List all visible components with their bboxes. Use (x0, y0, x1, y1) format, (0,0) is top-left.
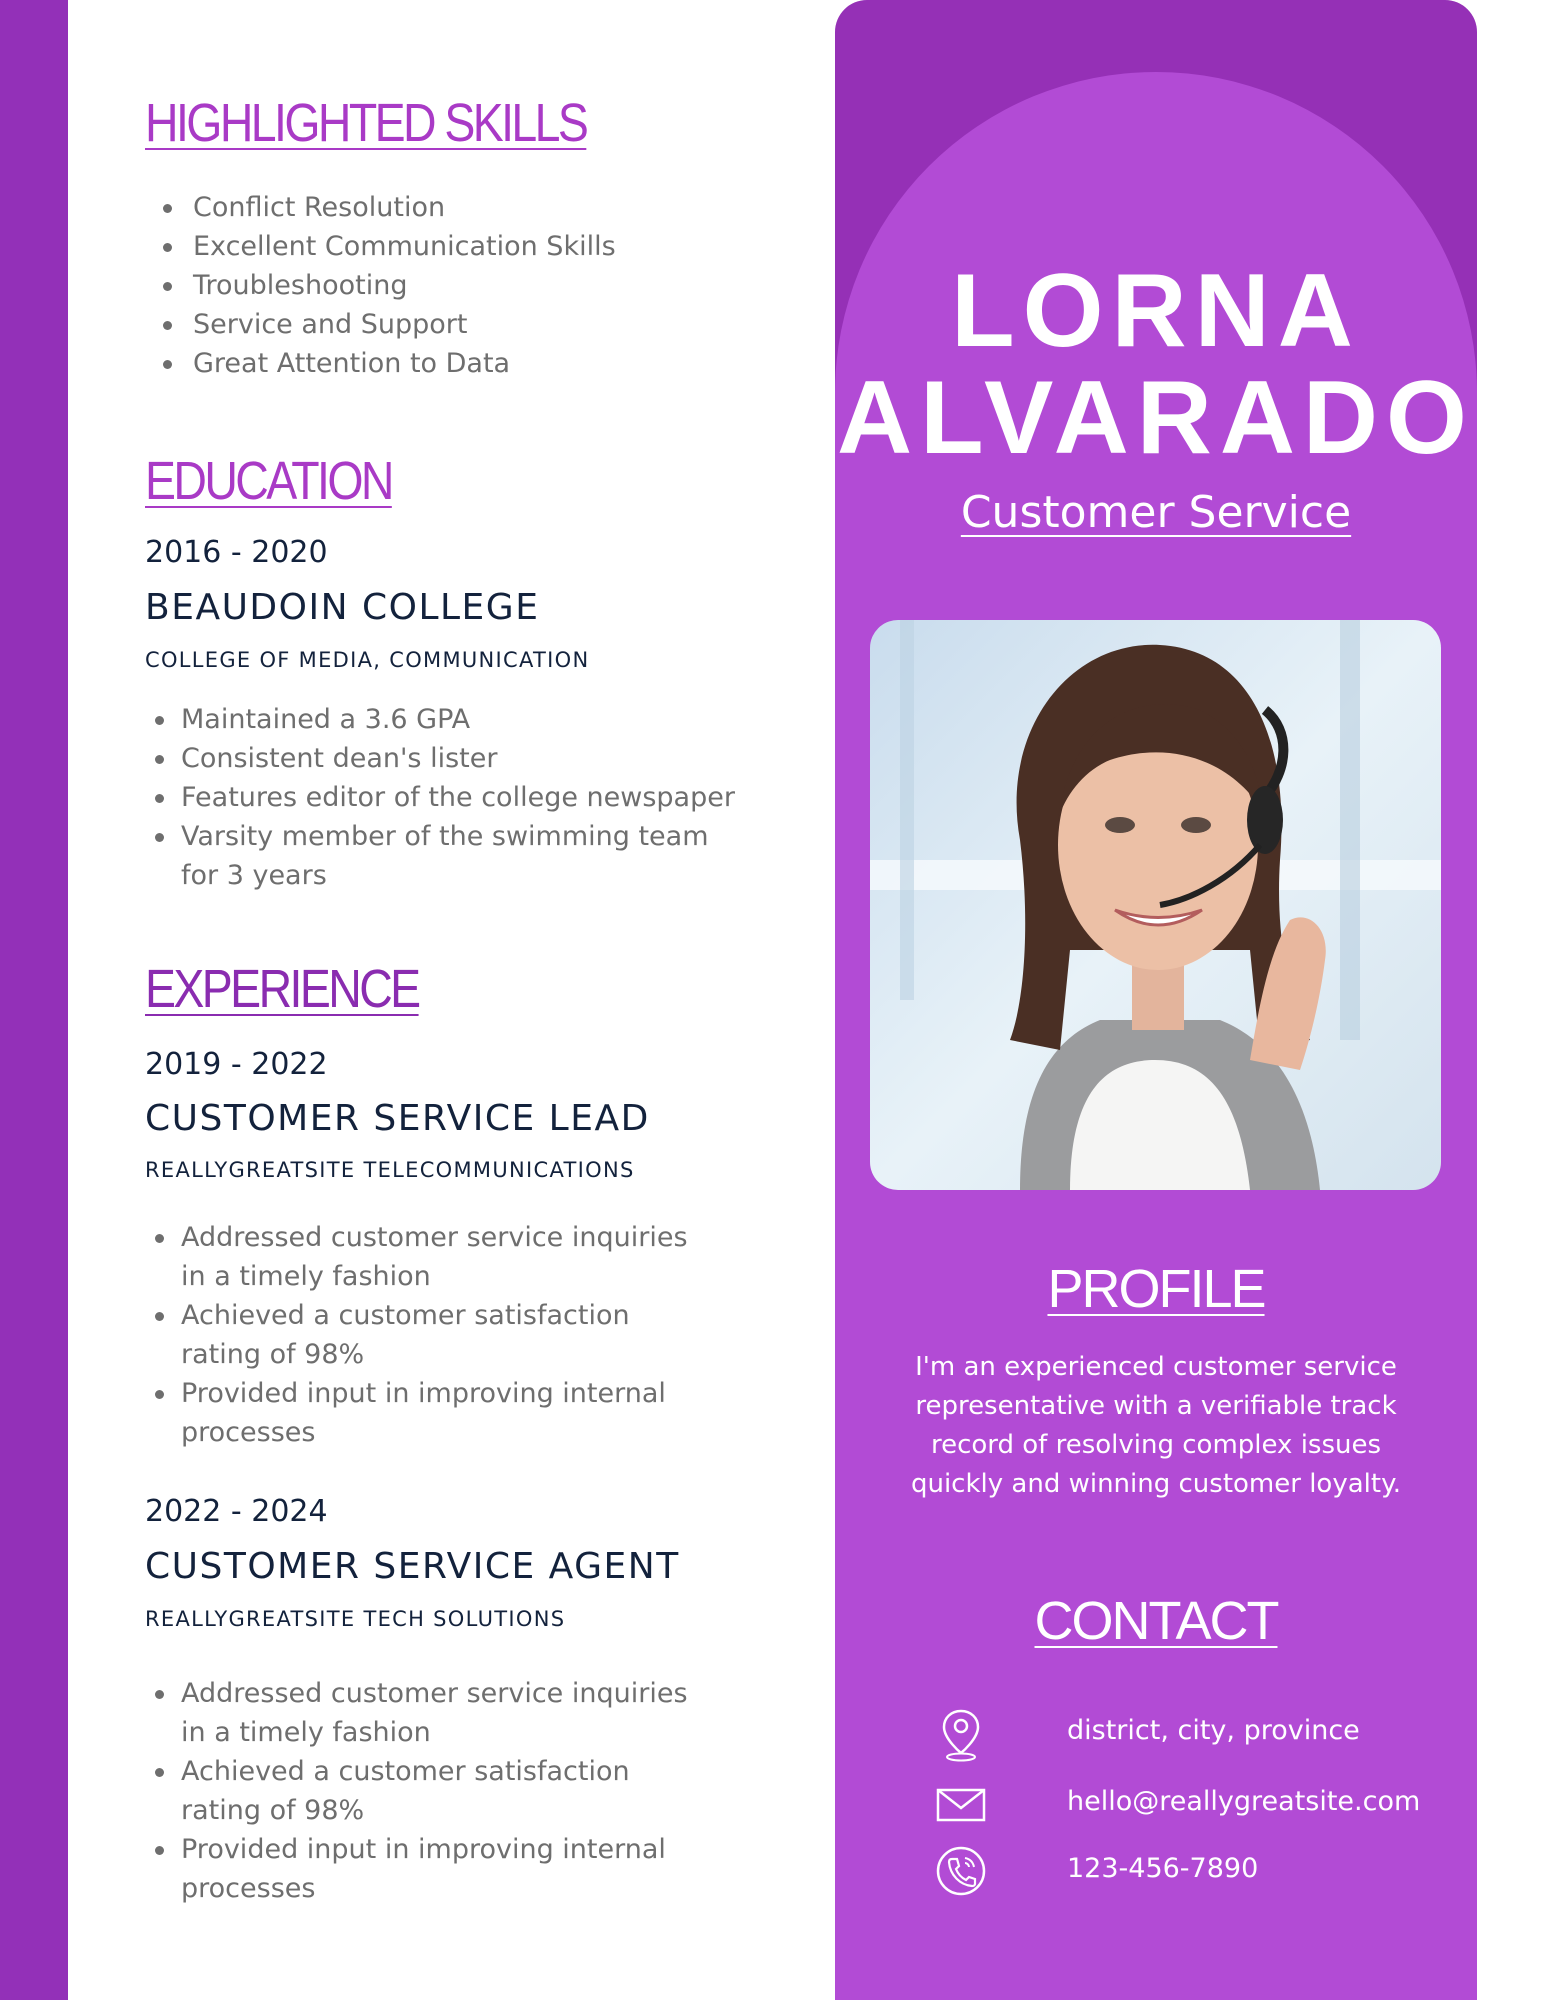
sidebar-panel (835, 0, 1477, 2000)
skill-item: Great Attention to Data (145, 344, 616, 383)
education-list (145, 700, 785, 895)
education-school: BEAUDOIN COLLEGE (145, 587, 540, 628)
skills-list (145, 188, 616, 383)
location-pin-icon (935, 1707, 987, 1759)
education-item: Consistent dean's lister (145, 739, 785, 778)
skill-item: Service and Support (145, 305, 616, 344)
skill-item: Excellent Communication Skills (145, 227, 616, 266)
skill-item: Conflict Resolution (145, 188, 616, 227)
left-accent-strip (0, 0, 68, 2000)
education-faculty: COLLEGE OF MEDIA, COMMUNICATION (145, 648, 590, 672)
skills-heading: HIGHLIGHTED SKILLS (145, 93, 587, 153)
job-years: 2022 - 2024 (145, 1494, 328, 1529)
education-heading: EDUCATION (145, 451, 392, 511)
job-duties-list (145, 1218, 705, 1452)
phone-icon (935, 1845, 987, 1897)
envelope-icon (935, 1778, 987, 1830)
contact-phone-text[interactable]: 123-456-7890 (1067, 1853, 1259, 1884)
job-title: CUSTOMER SERVICE LEAD (145, 1098, 650, 1139)
contact-phone[interactable] (935, 1845, 1435, 1905)
job-duty-item: Achieved a customer satisfaction rating of 98% (145, 1752, 705, 1830)
profile-photo (870, 620, 1441, 1190)
job-duty-item: Provided input in improving internal processes (145, 1374, 705, 1452)
job-title: CUSTOMER SERVICE AGENT (145, 1546, 680, 1587)
job-duty-item: Provided input in improving internal processes (145, 1830, 705, 1908)
experience-heading: EXPERIENCE (145, 959, 419, 1019)
contact-heading: CONTACT (1034, 1591, 1278, 1651)
contact-address (935, 1707, 1435, 1767)
job-company: REALLYGREATSITE TECH SOLUTIONS (145, 1607, 566, 1631)
job-duties-list (145, 1674, 705, 1908)
job-duty-item: Achieved a customer satisfaction rating of 98% (145, 1296, 705, 1374)
education-item: Features editor of the college newspaper (145, 778, 785, 817)
first-name: LORNA (951, 253, 1361, 369)
job-years: 2019 - 2022 (145, 1047, 328, 1082)
contact-address-text: district, city, province (1067, 1715, 1360, 1746)
job-role: Customer Service (960, 487, 1352, 538)
education-item: Varsity member of the swimming team for 3 years (145, 817, 745, 895)
education-years: 2016 - 2020 (145, 535, 328, 570)
job-duty-item: Addressed customer service inquiries in a timely fashion (145, 1218, 705, 1296)
contact-email-text[interactable]: hello@reallygreatsite.com (1067, 1786, 1421, 1817)
education-item: Maintained a 3.6 GPA (145, 700, 785, 739)
skill-item: Troubleshooting (145, 266, 616, 305)
contact-email[interactable] (935, 1778, 1435, 1838)
profile-text: I'm an experienced customer service representative with a verifiable track record of resolving complex issues quickly and winning customer loyalty. (910, 1352, 1402, 1499)
job-company: REALLYGREATSITE TELECOMMUNICATIONS (145, 1158, 635, 1182)
last-name: ALVARADO (837, 360, 1475, 476)
job-duty-item: Addressed customer service inquiries in a timely fashion (145, 1674, 705, 1752)
main-column (145, 0, 785, 2000)
profile-heading: PROFILE (1047, 1259, 1265, 1319)
